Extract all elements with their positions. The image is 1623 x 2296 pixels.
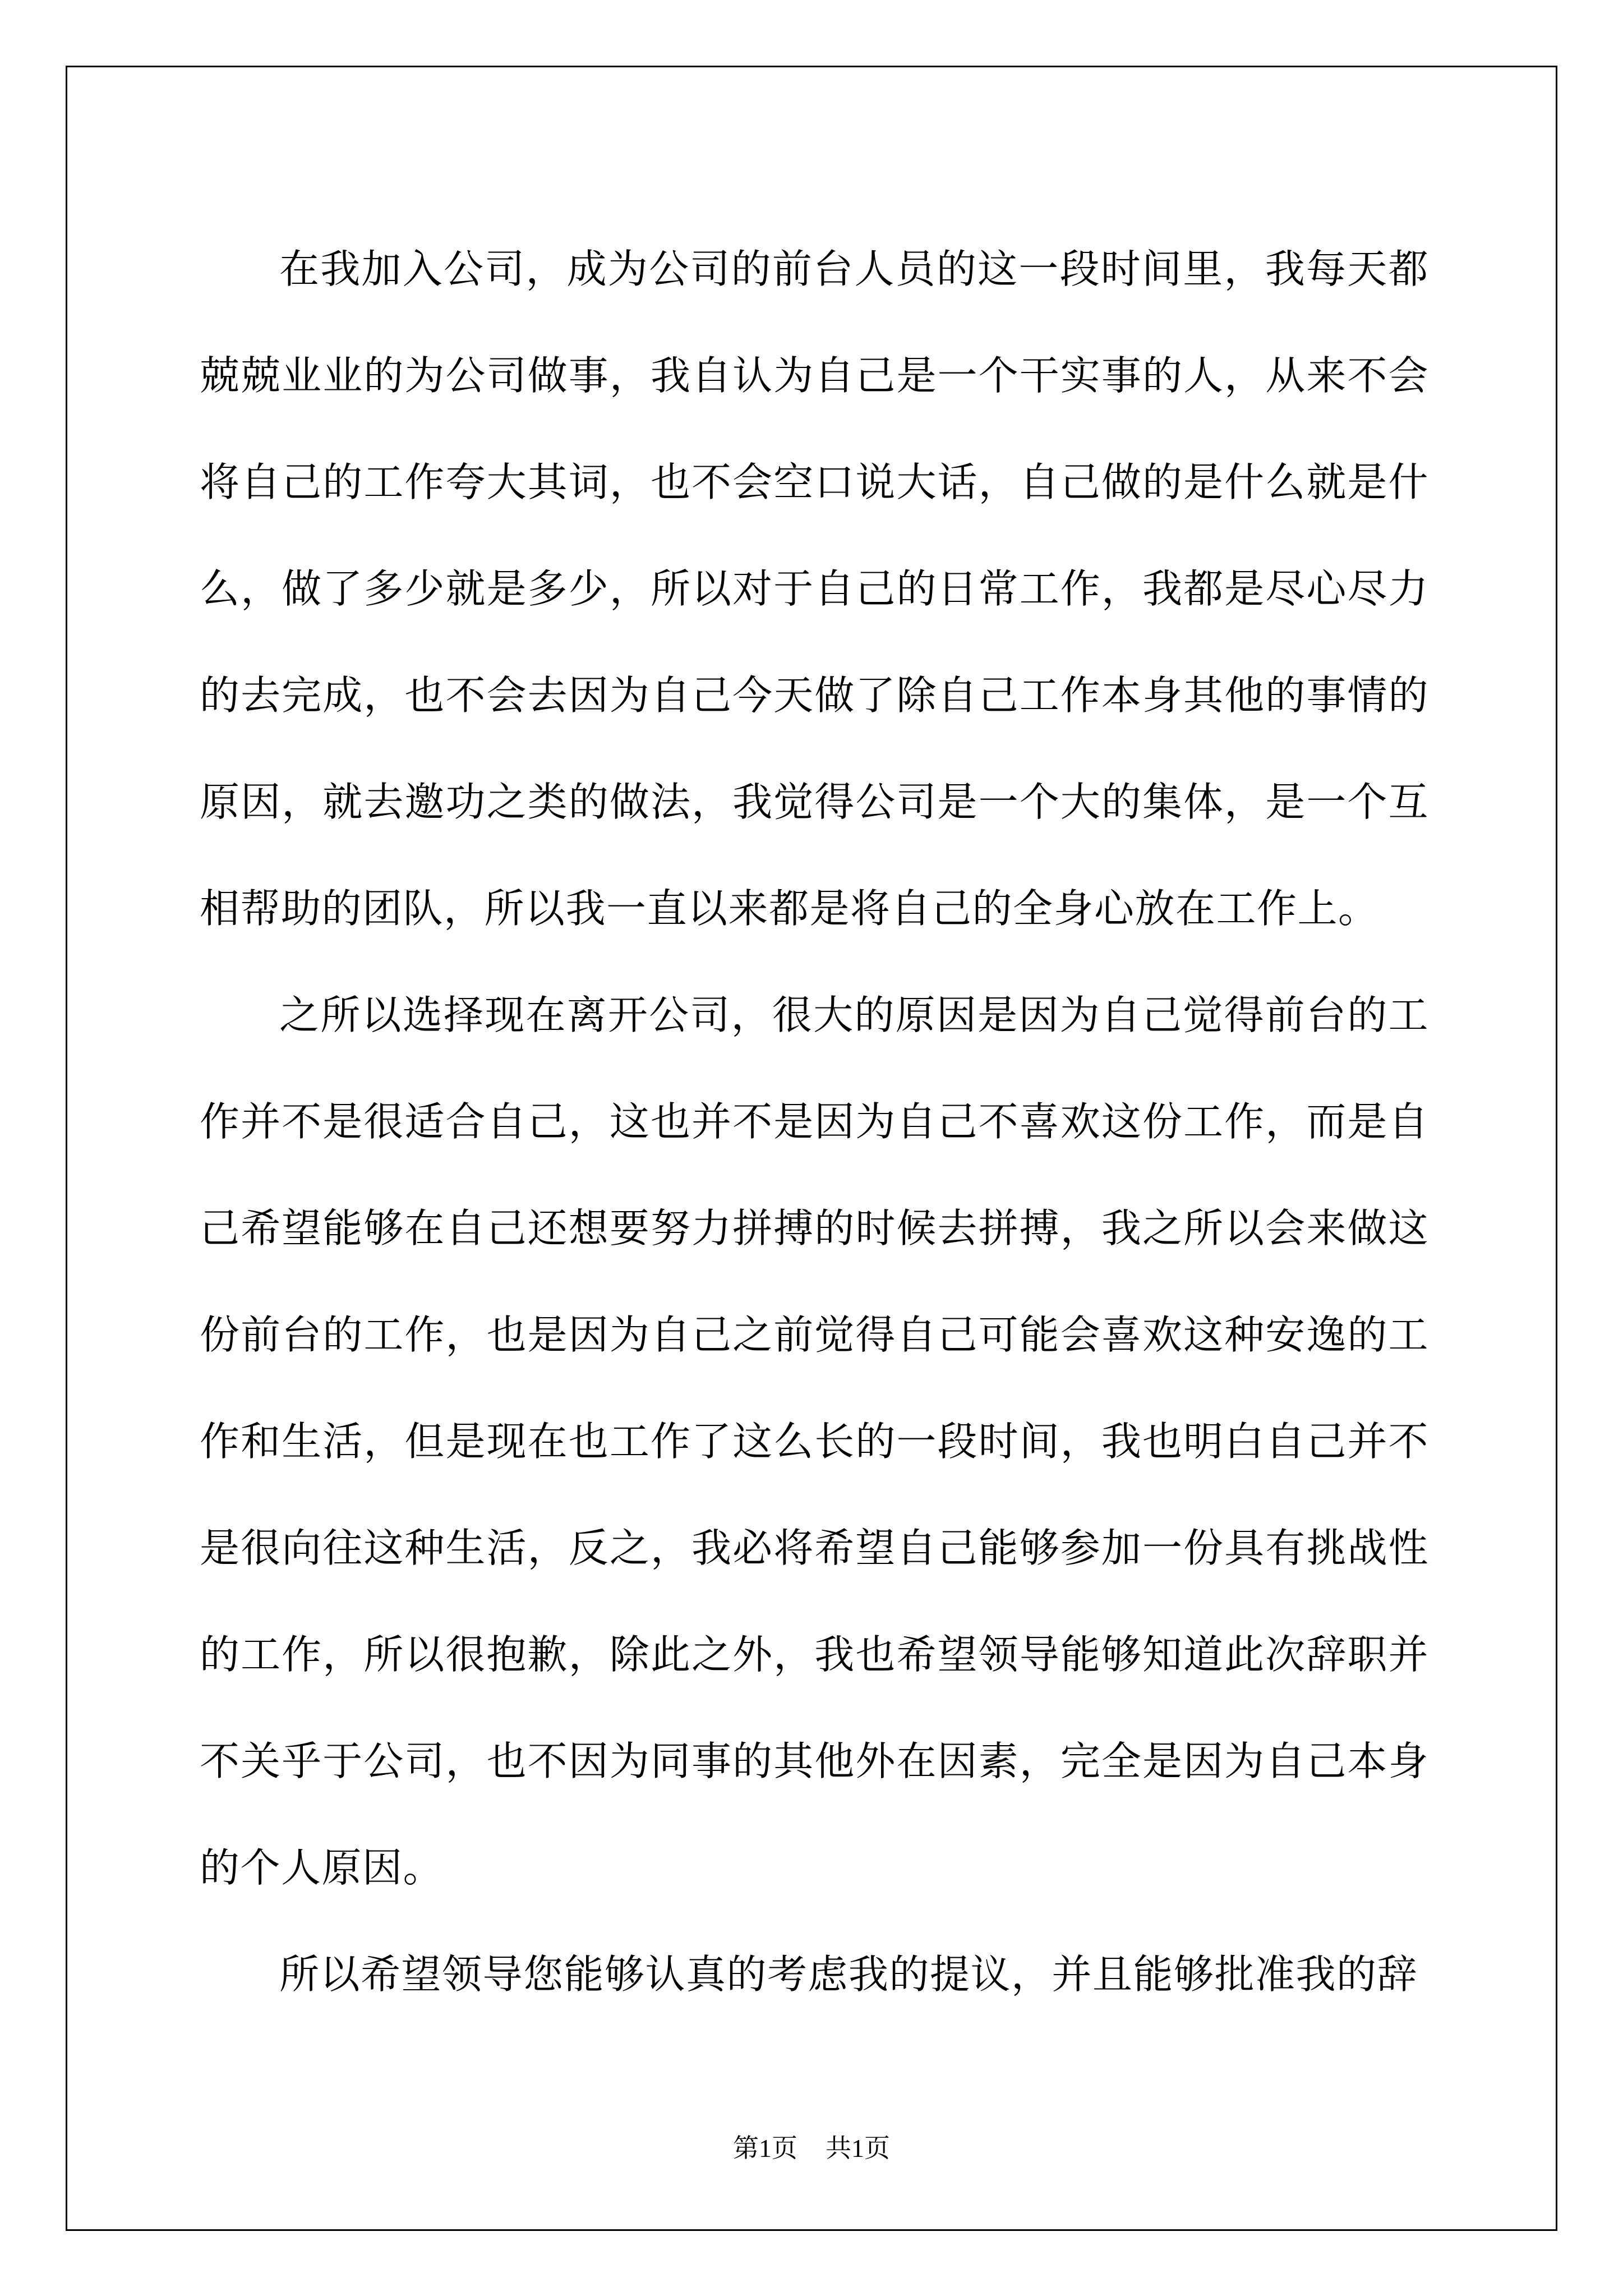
paragraph-2: 之所以选择现在离开公司，很大的原因是因为自己觉得前台的工作并不是很适合自己，这也并不是因为自己不喜欢这份工作，而是自己希望能够在自己还想要努力拼搏的时候去拼搏，我之所以会来做这份前台的工作，也是因为自己之前觉得自己可能会喜欢这种安逸的工作和生活，但是现在也工作了这么长的一段时间，我也明白自己并不是很向往这种生活，反之，我必将希望自己能够参加一份具有挑战性的工作，所以很抱歉，除此之外，我也希望领导能够知道此次辞职并不关乎于公司，也不因为同事的其他外在因素，完全是因为自己本身的个人原因。 <box>200 992 1429 1891</box>
paragraph-1: 在我加入公司，成为公司的前台人员的这一段时间里，我每天都兢兢业业的为公司做事，我自认为自己是一个干实事的人，从来不会将自己的工作夸大其词，也不会空口说大话，自己做的是什么就是什么，做了多少就是多少，所以对于自己的日常工作，我都是尽心尽力的去完成，也不会去因为自己今天做了除自己工作本身其他的事情的原因，就去邀功之类的做法，我觉得公司是一个大的集体，是一个互相帮助的团队，所以我一直以来都是将自己的全身心放在工作上。 <box>200 246 1429 932</box>
page-footer <box>0 2132 1623 2165</box>
page-number-current: 第1页 <box>733 2134 797 2162</box>
paragraph-3: 所以希望领导您能够认真的考虑我的提议，并且能够批准我的辞 <box>279 1951 1418 1998</box>
document-body <box>200 216 1429 2028</box>
page-number-total: 共1页 <box>826 2134 890 2162</box>
